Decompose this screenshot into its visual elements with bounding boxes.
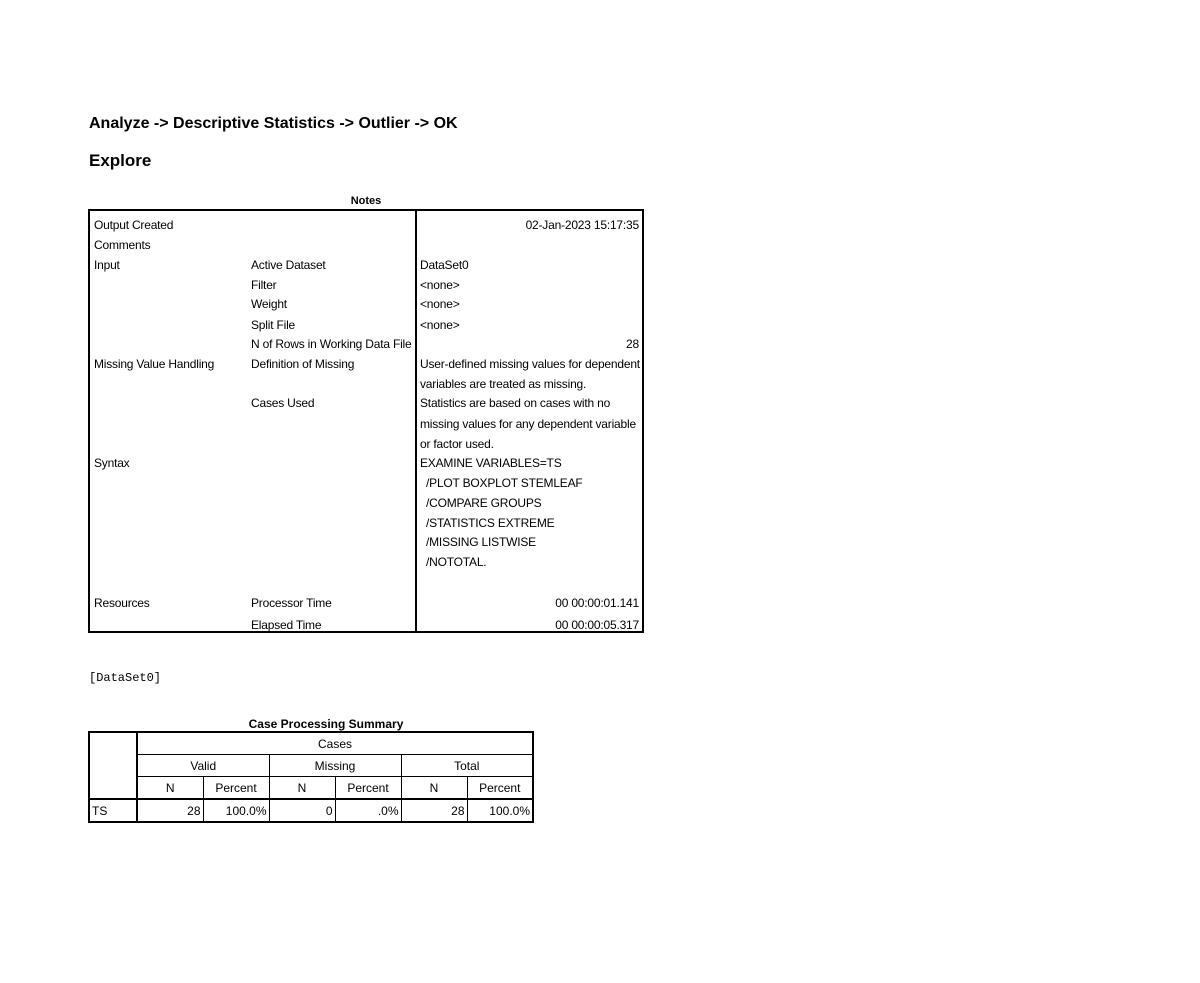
- sub-header-n: N: [401, 777, 467, 800]
- notes-caption: Notes: [350, 195, 382, 207]
- syntax-line: /PLOT BOXPLOT STEMLEAF: [426, 476, 583, 490]
- filter-value: <none>: [420, 278, 460, 292]
- split-file-value: <none>: [420, 318, 460, 332]
- elapsed-time-label: Elapsed Time: [251, 618, 322, 632]
- missing-n-value: 0: [269, 799, 335, 822]
- syntax-line: EXAMINE VARIABLES=TS: [420, 456, 562, 470]
- case-processing-summary-caption: Case Processing Summary: [248, 717, 404, 731]
- notes-table: [88, 209, 644, 633]
- sub-header-percent: Percent: [203, 777, 269, 800]
- cases-header: Cases: [137, 732, 533, 755]
- elapsed-time-value: 00 00:00:05.317: [555, 618, 639, 632]
- filter-label: Filter: [251, 278, 277, 292]
- resources-label: Resources: [94, 596, 150, 610]
- processor-time-value: 00 00:00:01.141: [555, 596, 639, 610]
- output-created-value: 02-Jan-2023 15:17:35: [525, 218, 639, 232]
- output-created-label: Output Created: [94, 218, 174, 232]
- notes-divider: [415, 211, 417, 631]
- active-dataset-value: DataSet0: [420, 258, 469, 272]
- definition-missing-value-line1: User-defined missing values for dependent: [420, 357, 640, 371]
- weight-value: <none>: [420, 297, 460, 311]
- case-processing-summary-table: [88, 731, 534, 823]
- group-header-missing: Missing: [269, 755, 401, 777]
- weight-label: Weight: [251, 297, 287, 311]
- valid-percent-value: 100.0%: [203, 799, 269, 822]
- definition-missing-label: Definition of Missing: [251, 357, 355, 371]
- n-rows-value: 28: [626, 337, 639, 351]
- total-n-value: 28: [401, 799, 467, 822]
- syntax-line: /MISSING LISTWISE: [426, 535, 536, 549]
- cases-used-value-line1: Statistics are based on cases with no: [420, 396, 611, 410]
- group-header-valid: Valid: [137, 755, 269, 777]
- split-file-label: Split File: [251, 318, 296, 332]
- syntax-line: /NOTOTAL.: [426, 555, 487, 569]
- menu-path-title: Analyze -> Descriptive Statistics -> Outlier -> OK: [89, 115, 458, 132]
- sub-header-percent: Percent: [335, 777, 401, 800]
- missing-percent-value: .0%: [335, 799, 401, 822]
- input-label: Input: [94, 258, 120, 272]
- cases-used-value-line2: missing values for any dependent variable: [420, 417, 636, 431]
- dataset-label: [DataSet0]: [89, 671, 162, 685]
- valid-n-value: 28: [137, 799, 203, 822]
- syntax-line: /COMPARE GROUPS: [426, 496, 542, 510]
- sub-header-percent: Percent: [467, 777, 533, 800]
- cases-used-value-line3: or factor used.: [420, 437, 494, 451]
- cases-used-label: Cases Used: [251, 396, 315, 410]
- corner-cell: [89, 732, 137, 799]
- syntax-label: Syntax: [94, 456, 130, 470]
- sub-header-n: N: [269, 777, 335, 800]
- total-percent-value: 100.0%: [467, 799, 533, 822]
- comments-label: Comments: [94, 238, 151, 252]
- group-header-total: Total: [401, 755, 533, 777]
- explore-title: Explore: [89, 151, 152, 170]
- processor-time-label: Processor Time: [251, 596, 332, 610]
- sub-header-n: N: [137, 777, 203, 800]
- definition-missing-value-line2: variables are treated as missing.: [420, 377, 587, 391]
- active-dataset-label: Active Dataset: [251, 258, 326, 272]
- syntax-line: /STATISTICS EXTREME: [426, 516, 555, 530]
- missing-handling-label: Missing Value Handling: [94, 357, 215, 371]
- n-rows-label: N of Rows in Working Data File: [251, 337, 412, 351]
- row-label-ts: TS: [89, 799, 137, 822]
